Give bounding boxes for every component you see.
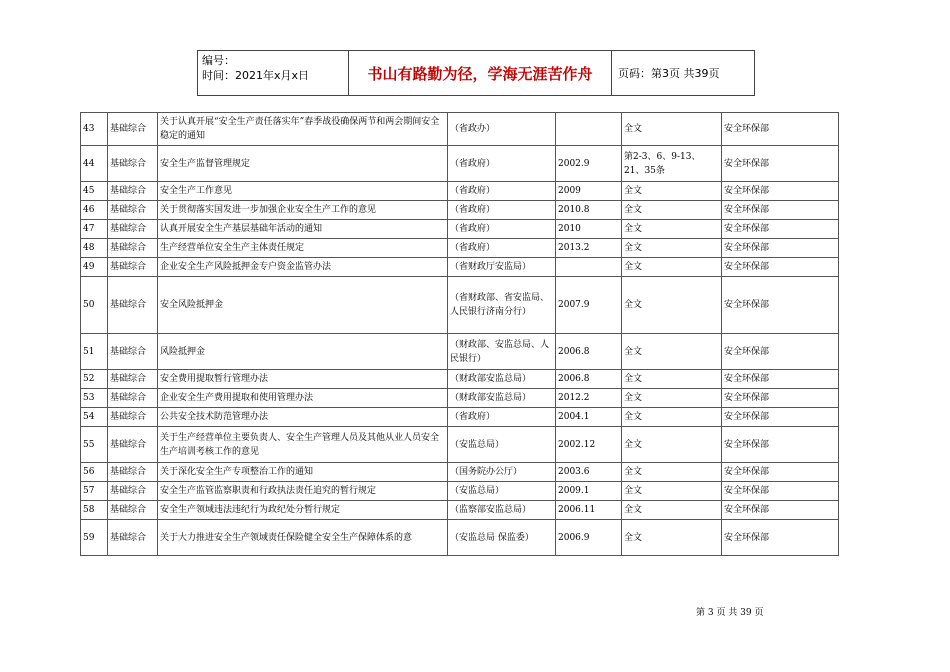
issue-date-cell: 2002.9 [556,146,622,182]
table-row [81,258,839,277]
issuer-cell: （省政府） [448,239,556,258]
issuer-cell: （财政部、安监总局、人民银行） [448,334,556,370]
department-cell: 安全环保部 [722,463,839,482]
row-number-cell: 47 [81,220,108,239]
table-row [81,113,839,146]
category-cell: 基础综合 [108,146,158,182]
table-row [81,482,839,501]
table-row [81,277,839,334]
issuer-cell: （监察部安监总局） [448,501,556,520]
document-title-cell: 企业安全生产费用提取和使用管理办法 [158,389,448,408]
row-number-cell: 52 [81,370,108,389]
table-row [81,220,839,239]
row-number-cell: 46 [81,201,108,220]
issuer-cell: （省政府） [448,146,556,182]
scope-cell: 第2-3、6、9-13、21、35条 [622,146,722,182]
category-cell: 基础综合 [108,408,158,427]
category-cell: 基础综合 [108,239,158,258]
issue-date-cell: 2006.11 [556,501,622,520]
category-cell: 基础综合 [108,258,158,277]
table-row [81,146,839,182]
table-row [81,463,839,482]
document-title-cell: 安全费用提取暂行管理办法 [158,370,448,389]
issuer-cell: （省政府） [448,220,556,239]
department-cell: 安全环保部 [722,220,839,239]
scope-cell: 全文 [622,220,722,239]
document-title-cell: 关于生产经营单位主要负责人、安全生产管理人员及其他从业人员安全生产培训考核工作的意见 [158,427,448,463]
scope-cell: 全文 [622,520,722,556]
row-number-cell: 55 [81,427,108,463]
issue-date-cell [556,258,622,277]
document-title-cell: 安全风险抵押金 [158,277,448,334]
issuer-cell: （省政府） [448,201,556,220]
regulations-table [80,112,839,556]
issuer-cell: （安监总局 保监委） [448,520,556,556]
row-number-cell: 54 [81,408,108,427]
issue-date-cell: 2013.2 [556,239,622,258]
table-row [81,201,839,220]
document-title-cell: 安全生产工作意见 [158,182,448,201]
category-cell: 基础综合 [108,334,158,370]
category-cell: 基础综合 [108,427,158,463]
document-title-cell: 关于大力推进安全生产领域责任保险健全安全生产保障体系的意 [158,520,448,556]
department-cell: 安全环保部 [722,389,839,408]
header-left [198,51,349,95]
category-cell: 基础综合 [108,463,158,482]
motto: 书山有路勤为径，学海无涯苦作舟 [349,51,612,95]
scope-cell: 全文 [622,258,722,277]
table-row [81,408,839,427]
issuer-cell: （省政府） [448,408,556,427]
document-title-cell: 生产经营单位安全生产主体责任规定 [158,239,448,258]
department-cell: 安全环保部 [722,501,839,520]
category-cell: 基础综合 [108,501,158,520]
row-number-cell: 58 [81,501,108,520]
issue-date-cell: 2007.9 [556,277,622,334]
category-cell: 基础综合 [108,201,158,220]
department-cell: 安全环保部 [722,277,839,334]
document-title-cell: 关于深化安全生产专项整治工作的通知 [158,463,448,482]
row-number-cell: 53 [81,389,108,408]
issue-date-cell: 2004.1 [556,408,622,427]
document-title-cell: 风险抵押金 [158,334,448,370]
document-title-cell: 公共安全技术防范管理办法 [158,408,448,427]
department-cell: 安全环保部 [722,334,839,370]
issue-date-cell: 2010 [556,220,622,239]
issue-date-cell: 2006.8 [556,334,622,370]
scope-cell: 全文 [622,408,722,427]
issue-date-cell: 2003.6 [556,463,622,482]
table-row [81,501,839,520]
scope-cell: 全文 [622,427,722,463]
category-cell: 基础综合 [108,482,158,501]
issuer-cell: （财政部安监总局） [448,370,556,389]
number-label: 编号： [202,54,235,67]
department-cell: 安全环保部 [722,146,839,182]
issuer-cell: （财政部安监总局） [448,389,556,408]
scope-cell: 全文 [622,463,722,482]
issue-date-cell: 2006.9 [556,520,622,556]
issue-date-cell [556,113,622,146]
department-cell: 安全环保部 [722,239,839,258]
issue-date-cell: 2009.1 [556,482,622,501]
issuer-cell: （国务院办公厅） [448,463,556,482]
row-number-cell: 48 [81,239,108,258]
table-row [81,427,839,463]
department-cell: 安全环保部 [722,113,839,146]
category-cell: 基础综合 [108,277,158,334]
issue-date-cell: 2012.2 [556,389,622,408]
page-label: 页码：第3页 共39页 [618,67,720,80]
scope-cell: 全文 [622,201,722,220]
scope-cell: 全文 [622,277,722,334]
issue-date-cell: 2002.12 [556,427,622,463]
category-cell: 基础综合 [108,182,158,201]
document-title-cell: 企业安全生产风险抵押金专户资金监管办法 [158,258,448,277]
table-row [81,370,839,389]
department-cell: 安全环保部 [722,258,839,277]
department-cell: 安全环保部 [722,201,839,220]
category-cell: 基础综合 [108,113,158,146]
row-number-cell: 50 [81,277,108,334]
scope-cell: 全文 [622,370,722,389]
row-number-cell: 51 [81,334,108,370]
category-cell: 基础综合 [108,220,158,239]
issuer-cell: （省财政厅安监局） [448,258,556,277]
issuer-cell: （省财政部、省安监局、人民银行济南分行） [448,277,556,334]
department-cell: 安全环保部 [722,182,839,201]
category-cell: 基础综合 [108,389,158,408]
scope-cell: 全文 [622,239,722,258]
document-title-cell: 安全生产领域违法违纪行为政纪处分暂行规定 [158,501,448,520]
issuer-cell: （安监总局） [448,427,556,463]
issuer-cell: （安监总局） [448,482,556,501]
table-row [81,520,839,556]
department-cell: 安全环保部 [722,370,839,389]
row-number-cell: 56 [81,463,108,482]
issue-date-cell: 2009 [556,182,622,201]
row-number-cell: 49 [81,258,108,277]
category-cell: 基础综合 [108,370,158,389]
row-number-cell: 45 [81,182,108,201]
issue-date-cell: 2010.8 [556,201,622,220]
department-cell: 安全环保部 [722,427,839,463]
scope-cell: 全文 [622,501,722,520]
table-row [81,182,839,201]
document-title-cell: 安全生产监督管理规定 [158,146,448,182]
row-number-cell: 44 [81,146,108,182]
page-header [197,50,755,96]
department-cell: 安全环保部 [722,520,839,556]
document-title-cell: 关于贯彻落实国发进一步加强企业安全生产工作的意见 [158,201,448,220]
category-cell: 基础综合 [108,520,158,556]
row-number-cell: 59 [81,520,108,556]
scope-cell: 全文 [622,113,722,146]
page-footer: 第 3 页 共 39 页 [696,608,764,618]
document-title-cell: 关于认真开展“安全生产责任落实年”春季战役确保两节和两会期间安全稳定的通知 [158,113,448,146]
time-label: 时间：2021年x月x日 [202,69,310,82]
document-title-cell: 安全生产监管监察职责和行政执法责任追究的暂行规定 [158,482,448,501]
issuer-cell: （省政府） [448,182,556,201]
scope-cell: 全文 [622,334,722,370]
table-row [81,389,839,408]
scope-cell: 全文 [622,389,722,408]
issuer-cell: （省政办） [448,113,556,146]
document-title-cell: 认真开展安全生产基层基础年活动的通知 [158,220,448,239]
row-number-cell: 43 [81,113,108,146]
scope-cell: 全文 [622,482,722,501]
department-cell: 安全环保部 [722,408,839,427]
scope-cell: 全文 [622,182,722,201]
department-cell: 安全环保部 [722,482,839,501]
row-number-cell: 57 [81,482,108,501]
table-row [81,334,839,370]
table-row [81,239,839,258]
issue-date-cell: 2006.8 [556,370,622,389]
